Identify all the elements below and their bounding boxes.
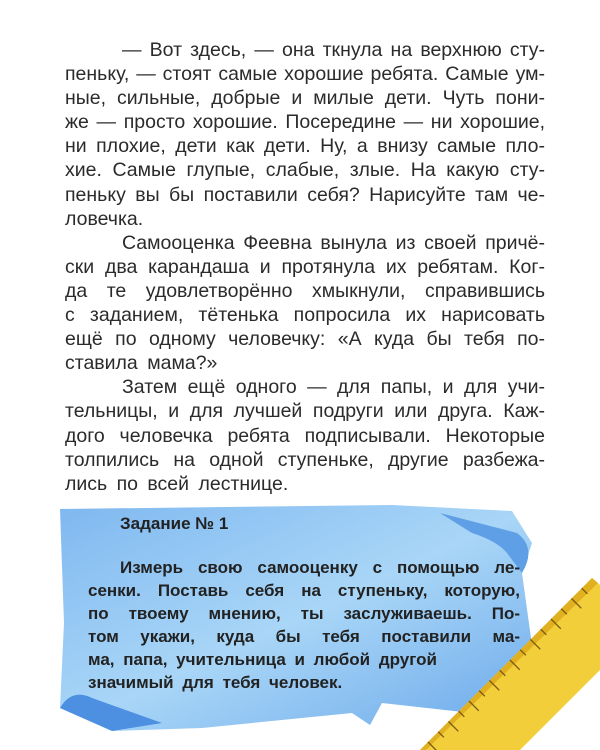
story-line: лись по всей лестнице. <box>65 472 289 495</box>
task-line: ма, папа, учительница и любой другой <box>88 650 437 669</box>
story-line: тельницы, и для лучшей подруги или друга. Каж- <box>65 400 545 423</box>
task-line: значимый для тебя человек. <box>88 673 343 692</box>
story-line: ещё по одному человечку: «А куда бы тебя по- <box>65 328 545 351</box>
story-line: толпились на одной ступеньке, другие разбежа- <box>65 448 545 471</box>
story-line: Самооценка Феевна вынула из своей причё- <box>122 231 545 254</box>
story-line: ски два карандаша и протянула их ребятам. Ког- <box>65 255 545 278</box>
story-line: ловечка. <box>65 207 144 230</box>
story-line: ни плохие, дети как дети. Ну, а внизу самые пло- <box>65 135 545 158</box>
story-line: с заданием, тётенька попросила их нарисовать <box>65 304 545 327</box>
story-line: дого человечка ребята подписывали. Некоторые <box>65 424 545 447</box>
story-line: ставила мама?» <box>65 352 218 375</box>
story-line: — Вот здесь, — она ткнула на верхнюю сту- <box>122 39 545 61</box>
story-line: пеньку вы бы поставили себя? Нарисуйте там че- <box>65 183 545 206</box>
task-line: сенки. Поставь себя на ступеньку, которую, <box>88 581 520 600</box>
task-line: том укажи, куда бы тебя поставили ма- <box>88 627 520 646</box>
task-line: Измерь свою самооценку с помощью ле- <box>120 558 520 577</box>
story-line: ные, сильные, добрые и милые дети. Чуть пони- <box>65 87 545 110</box>
story-line: да те удовлетворённо хмыкнули, справившись <box>65 279 545 302</box>
task-title: Задание № 1 <box>120 514 229 533</box>
story-line: хие. Самые глупые, слабые, злые. На какую сту- <box>65 159 545 182</box>
story-line: же — просто хорошие. Посередине — ни хорошие, <box>65 111 545 134</box>
task-line: по твоему мнению, ты заслуживаешь. По- <box>88 604 520 623</box>
story-line: Затем ещё одного — для папы, и для учи- <box>122 376 545 399</box>
story-line: пеньку, — стоят самые хорошие ребята. Самые ум- <box>65 63 545 86</box>
